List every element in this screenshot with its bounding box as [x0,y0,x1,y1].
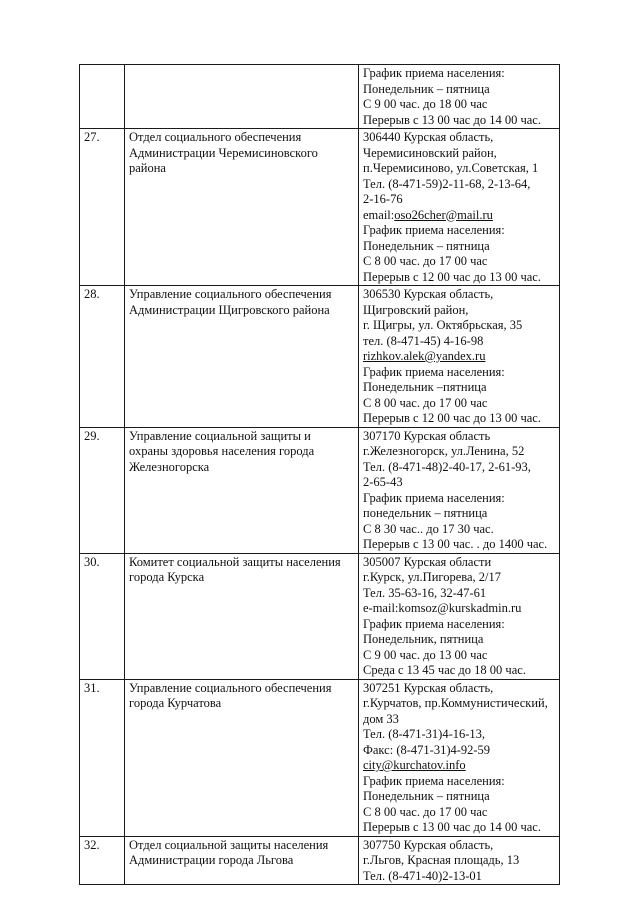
address-contacts-cell [359,286,560,428]
row-number: 32. [84,837,100,852]
organization-name-line: Администрации города Льгова [129,853,294,867]
address-line: График приема населения: [363,490,505,505]
address-line: Тел. (8-471-59)2-11-68, 2-13-64, [363,176,531,191]
row-number-cell [80,65,125,129]
row-number-cell [80,836,125,885]
organization-name-line: города Курчатова [129,696,222,710]
address-line: Тел. (8-471-48)2-40-17, 2-61-93, [363,459,531,474]
row-number-cell [80,553,125,679]
address-line: Понедельник – пятница [363,81,490,96]
row-number: 30. [84,554,100,569]
address-contacts-cell [359,427,560,553]
address-line: 2-16-76 [363,192,403,206]
address-line: С 8 00 час. до 17 00 час [363,254,488,268]
address-line: 305007 Курская области [363,554,492,569]
address-line: г.Льгов, Красная площадь, 13 [363,853,520,867]
address-line: e-mail:komsoz@kurskadmin.ru [363,601,522,615]
address-line: Перерыв с 13 00 час до 14 00 час. [363,112,541,127]
contacts-table-body [80,65,560,885]
address-line: Понедельник – пятница [363,238,490,253]
table-row [80,836,560,885]
row-number: 28. [84,287,100,301]
address-line: 307750 Курская область, [363,837,494,852]
organization-cell [125,427,359,553]
organization-cell [125,553,359,679]
organization-name-line: Отдел социальной защиты населения [129,837,329,852]
address-line: Среда с 13 45 час до 18 00 час. [363,663,526,677]
address-line: 307251 Курская область, [363,680,494,695]
address-line: Понедельник –пятница [363,380,487,394]
address-line: 307170 Курская область [363,428,491,443]
organization-name-line: охраны здоровья населения города [129,444,315,458]
address-contacts-cell [359,679,560,836]
organization-name-line: Управление социального обеспечения [129,287,332,301]
row-number: 29. [84,428,100,443]
address-line: понедельник – пятница [363,506,488,520]
row-number: 27. [84,130,100,144]
address-line: тел. (8-471-45) 4-16-98 [363,333,484,348]
address-line: Черемисиновский район, [363,145,497,160]
address-line: г.Железногорск, ул.Ленина, 52 [363,444,525,458]
address-line: г.Курчатов, пр.Коммунистический, [363,696,548,710]
address-line: График приема населения: [363,616,505,631]
address-line: Тел. (8-471-31)4-16-13, [363,727,486,741]
row-number-cell [80,679,125,836]
address-line: С 9 00 час. до 13 00 час [363,647,488,662]
address-line: Перерыв с 13 00 час до 14 00 час. [363,820,541,834]
address-line: С 9 00 час. до 18 00 час [363,97,488,111]
row-number-cell [80,129,125,286]
email-label: email: [363,207,395,222]
address-line: Перерыв с 12 00 час до 13 00 час. [363,269,541,284]
organization-cell [125,836,359,885]
row-number-cell [80,286,125,428]
address-line: п.Черемисиново, ул.Советская, 1 [363,161,539,175]
contacts-table [79,64,560,885]
organization-cell [125,65,359,129]
address-contacts-cell [359,129,560,286]
address-line: График приема населения: [363,223,505,237]
address-contacts-cell [359,553,560,679]
address-line: С 8 30 час.. до 17 30 час. [363,521,494,536]
address-line: Щигровский район, [363,302,469,317]
address-line: 306440 Курская область, [363,130,494,144]
email-line [363,349,555,365]
address-line: График приема населения: [363,364,505,379]
email-link[interactable]: city@kurchatov.info [363,758,466,772]
address-line: 306530 Курская область, [363,287,494,301]
organization-name-line: Комитет социальной защиты населения [129,554,341,569]
address-line: Факс: (8-471-31)4-92-59 [363,742,491,757]
organization-name-line: города Курска [129,570,205,584]
table-row [80,553,560,679]
email-line [363,758,555,774]
organization-name-line: Администрации Щигровского района [129,302,330,317]
address-line: С 8 00 час. до 17 00 час [363,804,488,819]
email-link[interactable]: rizhkov.alek@yandex.ru [363,349,486,363]
address-line: Тел. 35-63-16, 32-47-61 [363,585,487,600]
organization-cell [125,129,359,286]
address-line: Понедельник – пятница [363,789,490,803]
address-line: Понедельник, пятница [363,632,484,646]
organization-name-line: Отдел социального обеспечения [129,130,302,144]
address-line: График приема населения: [363,773,505,788]
row-number: 31. [84,680,100,695]
table-row [80,129,560,286]
address-line: Тел. (8-471-40)2-13-01 [363,868,482,883]
email-line [363,208,555,224]
table-row [80,427,560,553]
table-row [80,65,560,129]
address-contacts-cell [359,65,560,129]
address-line: Перерыв с 12 00 час до 13 00 час. [363,411,541,425]
address-line: 2-65-43 [363,475,403,489]
table-row [80,679,560,836]
row-number-cell [80,427,125,553]
organization-name-line: Управление социальной защиты и [129,428,311,443]
address-contacts-cell [359,836,560,885]
organization-cell [125,286,359,428]
email-link[interactable]: oso26cher@mail.ru [394,207,493,222]
address-line: График приема населения: [363,66,505,80]
address-line: Перерыв с 13 00 час. . до 1400 час. [363,537,548,551]
organization-name-line: Администрации Черемисиновского [129,145,318,160]
address-line: г.Курск, ул.Пигорева, 2/17 [363,570,502,584]
organization-name-line: Управление социального обеспечения [129,680,332,695]
organization-cell [125,679,359,836]
organization-name-line: Железногорска [129,459,210,474]
address-line: дом 33 [363,711,399,726]
table-row [80,286,560,428]
organization-name-line: района [129,161,166,175]
address-line: С 8 00 час. до 17 00 час [363,395,488,410]
address-line: г. Щигры, ул. Октябрьская, 35 [363,318,523,332]
